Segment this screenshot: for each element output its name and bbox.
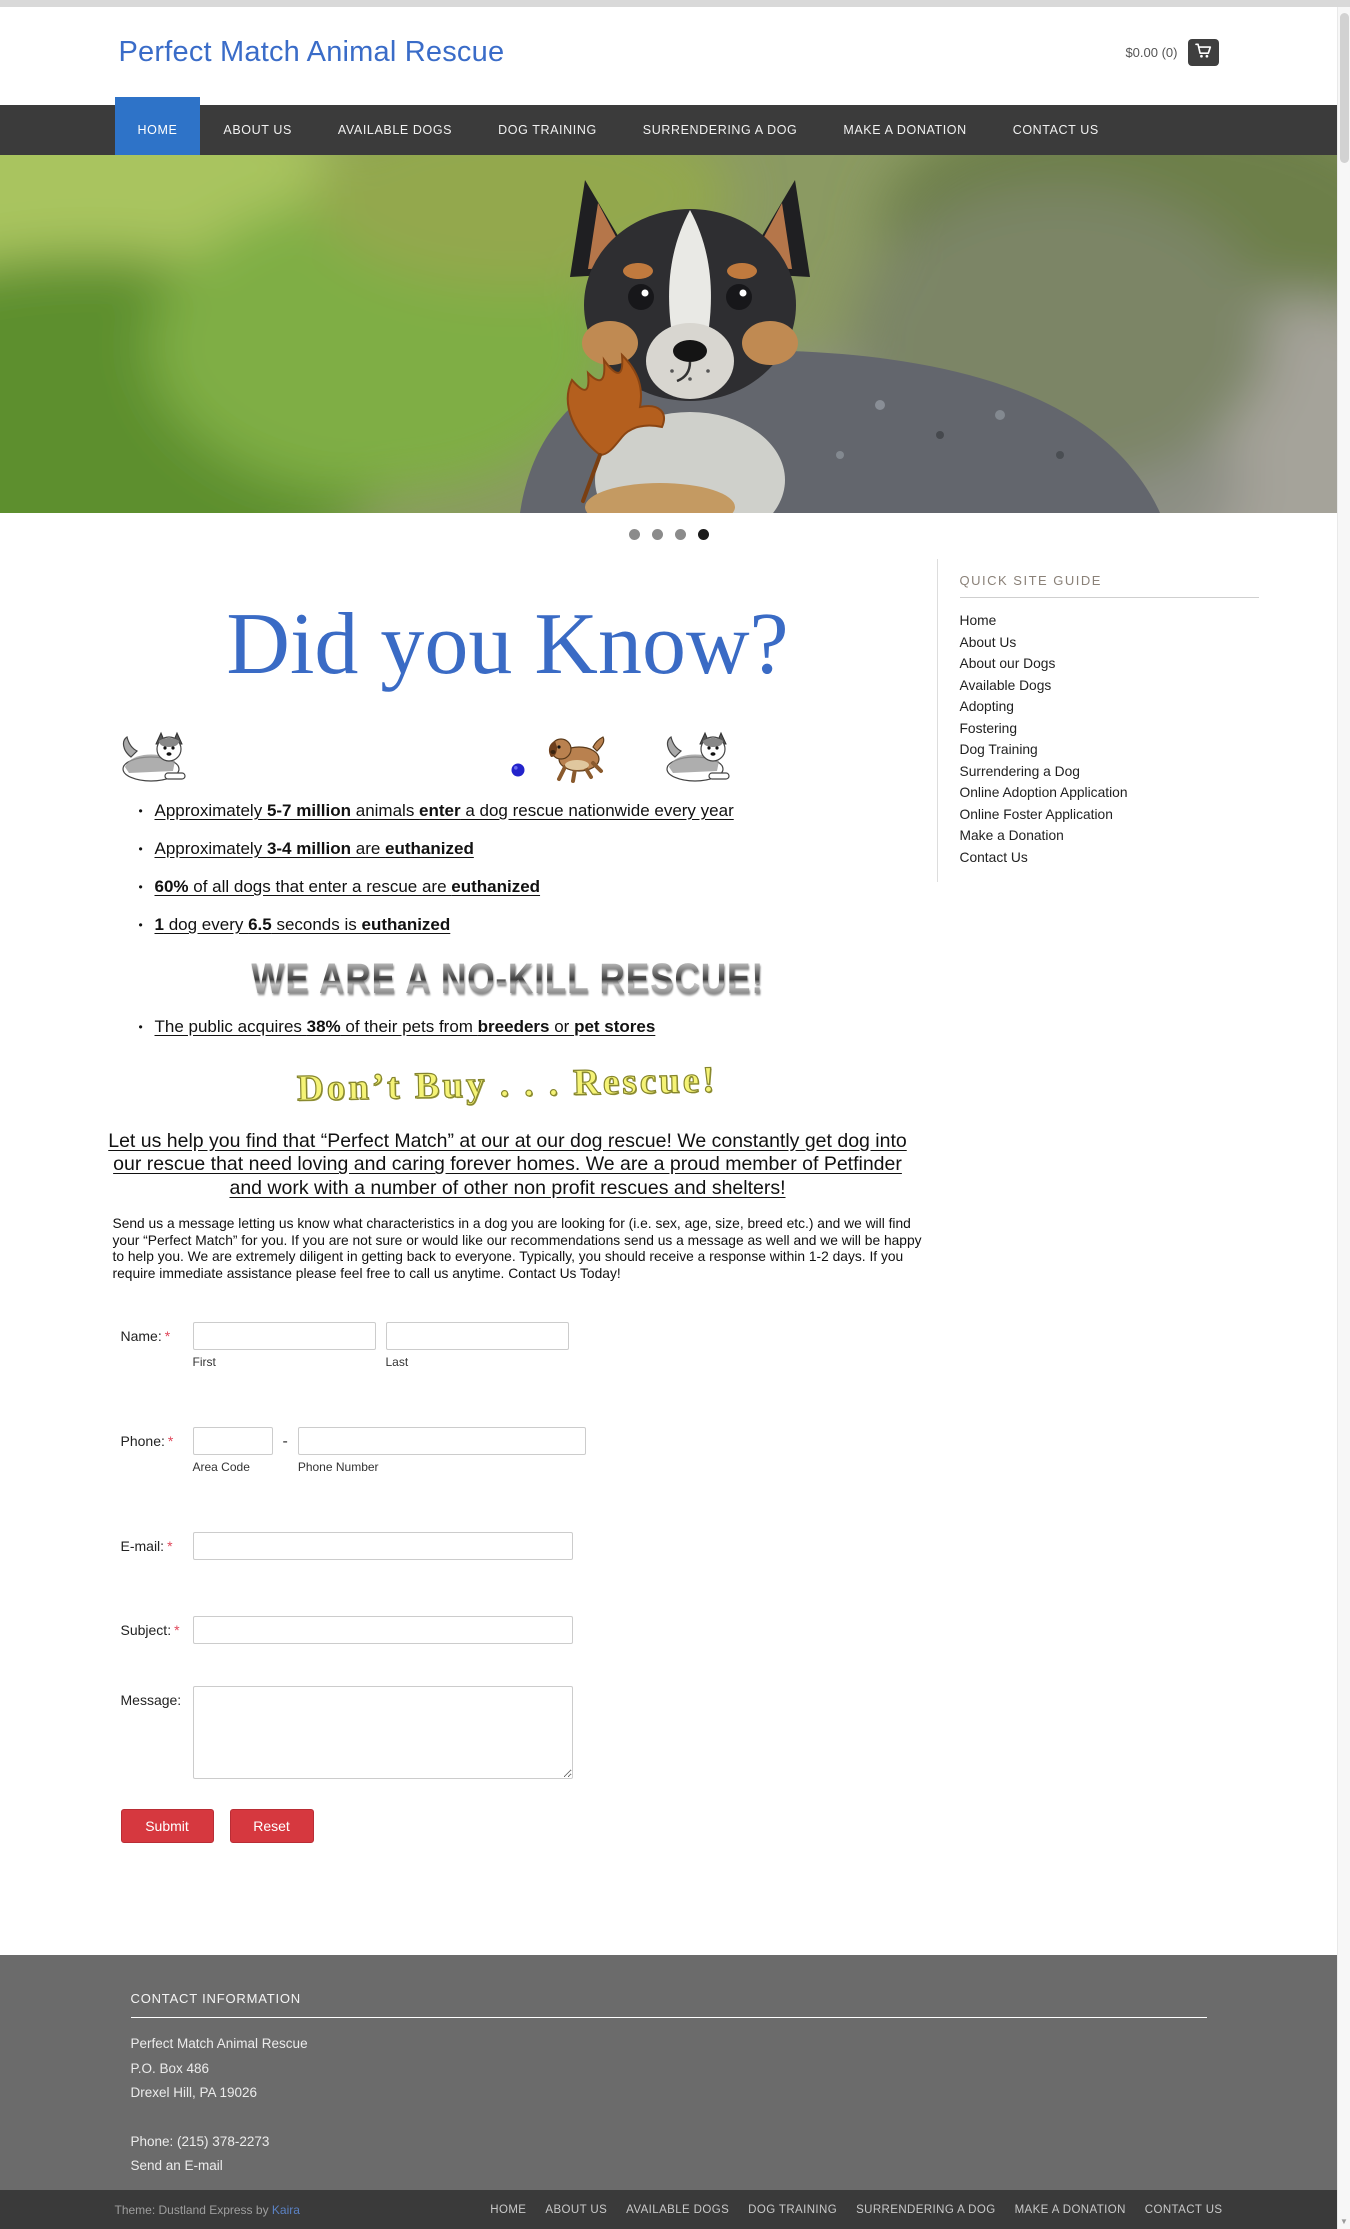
sidebar-item-home[interactable]: Home	[959, 613, 997, 628]
phone-number-sublabel: Phone Number	[297, 1460, 379, 1475]
fact5-list	[79, 1016, 937, 1037]
hero-carousel-slide	[0, 155, 1337, 513]
husky-clipart-left	[119, 723, 191, 788]
theme-credit: Theme: Dustland Express by Kaira	[114, 2202, 300, 2217]
reset-button[interactable]: Reset	[230, 1809, 314, 1843]
last-sublabel: Last	[385, 1355, 409, 1370]
sidebar-item	[960, 847, 1259, 869]
footer-org: Perfect Match Animal Rescue	[130, 2036, 308, 2051]
email-row	[121, 1532, 937, 1560]
sidebar-item	[960, 675, 1259, 697]
browser-top-strip	[0, 0, 1350, 7]
site-footer	[0, 1955, 1337, 2190]
bottom-bar	[0, 2190, 1337, 2229]
nav-link[interactable]: DOG TRAINING	[498, 123, 597, 137]
scrollbar-thumb[interactable]	[1340, 13, 1349, 163]
lead-paragraph: Let us help you find that “Perfect Match” at our at our dog rescue! We constantly get dog into our rescue that need loving and caring forever homes. We are a proud member of Petfinder and work with a number of other non profit rescues and shelters!	[108, 1129, 907, 1199]
area-code-sublabel: Area Code	[192, 1460, 250, 1475]
sidebar-item-about-us[interactable]: About Us	[959, 634, 1017, 650]
first-sublabel: First	[192, 1355, 216, 1370]
fact-item: • 1 dog every 6.5 seconds is euthanized	[155, 914, 937, 935]
dont-buy-banner: Don’t Buy . . . Rescue!	[296, 1059, 719, 1110]
sidebar-item	[960, 696, 1259, 718]
sidebar-item-adopting[interactable]: Adopting	[959, 699, 1014, 714]
message-label: Message:	[120, 1692, 182, 1709]
sidebar-item-online-foster-application[interactable]: Online Foster Application	[959, 806, 1113, 822]
sidebar-divider	[960, 597, 1259, 598]
footer-phone: Phone: (215) 378-2273	[130, 2133, 270, 2149]
area-code-input[interactable]	[193, 1427, 273, 1455]
subject-label: Subject: *	[120, 1622, 180, 1639]
nav-link[interactable]: SURRENDERING A DOG	[642, 123, 798, 137]
puppy-clipart	[547, 731, 609, 788]
bottom-nav-item-about-us[interactable]: ABOUT US	[545, 2203, 608, 2216]
cart-area	[1125, 39, 1218, 66]
phone-row	[121, 1427, 937, 1474]
site-header	[0, 7, 1337, 97]
sidebar-item-about-our-dogs[interactable]: About our Dogs	[959, 656, 1056, 671]
nav-item-contact-us[interactable]	[990, 105, 1122, 155]
nav-item-make-a-donation[interactable]	[820, 105, 989, 155]
sidebar-title: QUICK SITE GUIDE	[959, 573, 1102, 588]
no-kill-banner: WE ARE A NO-KILL RESCUE!	[251, 954, 764, 1003]
carousel-dot-2[interactable]	[652, 529, 663, 540]
phone-number-input[interactable]	[298, 1427, 586, 1455]
hero-dog-photo	[0, 155, 1337, 513]
sidebar-item	[960, 825, 1259, 847]
required-asterisk: *	[167, 1538, 173, 1555]
required-asterisk: *	[164, 1328, 171, 1345]
subject-input[interactable]	[193, 1616, 573, 1644]
facts-list	[79, 800, 937, 935]
sidebar-item	[960, 739, 1259, 761]
subject-row	[121, 1616, 937, 1644]
last-name-input[interactable]	[386, 1322, 569, 1350]
sidebar-list	[960, 610, 1259, 868]
bottom-nav-item-contact-us[interactable]: CONTACT US	[1144, 2203, 1223, 2216]
sidebar-item-online-adoption-application[interactable]: Online Adoption Application	[959, 785, 1128, 800]
main-content	[79, 555, 937, 1948]
footer-address-line2: Drexel Hill, PA 19026	[130, 2085, 258, 2100]
cart-total: $0.00 (0)	[1125, 44, 1178, 60]
fact-item: • The public acquires 38% of their pets from breeders or pet stores	[155, 1016, 937, 1037]
nav-item-about-us[interactable]	[200, 105, 314, 155]
sidebar-item	[960, 653, 1259, 675]
required-asterisk: *	[167, 1433, 174, 1450]
sidebar-item-contact-us[interactable]: Contact Us	[959, 849, 1028, 865]
main-nav-list	[115, 97, 1223, 155]
carousel-dot-4[interactable]	[698, 529, 709, 540]
fact-item: • Approximately 3-4 million are euthanized	[155, 838, 937, 859]
sidebar-item-surrendering-a-dog[interactable]: Surrendering a Dog	[959, 763, 1080, 779]
email-input[interactable]	[193, 1532, 573, 1560]
fact-item: • 60% of all dogs that enter a rescue are euthanized	[155, 876, 937, 897]
nav-item-dog-training[interactable]	[475, 105, 620, 155]
bottom-nav	[490, 2204, 1222, 2216]
fact-item: • Approximately 5-7 million animals enter a dog rescue nationwide every year	[155, 800, 937, 821]
ball-icon	[511, 763, 525, 782]
nav-item-home[interactable]	[115, 97, 201, 155]
cart-icon	[1195, 43, 1212, 61]
message-textarea[interactable]	[193, 1686, 573, 1779]
bottom-nav-item-surrendering-a-dog[interactable]: SURRENDERING A DOG	[856, 2203, 996, 2216]
did-you-know-heading: Did you Know?	[226, 596, 789, 693]
footer-heading: CONTACT INFORMATION	[130, 1991, 301, 2006]
first-name-input[interactable]	[193, 1322, 376, 1350]
main-nav	[0, 97, 1337, 155]
sidebar-item-dog-training[interactable]: Dog Training	[959, 742, 1038, 757]
bottom-nav-item-dog-training[interactable]: DOG TRAINING	[748, 2203, 838, 2216]
theme-credit-link[interactable]: Kaira	[271, 2202, 300, 2217]
contact-form	[121, 1322, 937, 1843]
send-email-link[interactable]: Send an E-mail	[130, 2158, 223, 2173]
sidebar-item-fostering[interactable]: Fostering	[959, 720, 1018, 736]
sidebar-item-available-dogs[interactable]: Available Dogs	[959, 677, 1052, 693]
cart-button[interactable]	[1188, 39, 1219, 66]
sidebar-item	[960, 761, 1259, 783]
carousel-dot-3[interactable]	[675, 529, 686, 540]
sidebar-item	[960, 804, 1259, 826]
scrollbar-track[interactable]	[1337, 7, 1350, 2229]
sidebar-item	[960, 782, 1259, 804]
sidebar-item	[960, 610, 1259, 632]
footer-address-line1: P.O. Box 486	[130, 2060, 210, 2076]
nav-link[interactable]: MAKE A DONATION	[843, 123, 967, 137]
bottom-nav-item-available-dogs[interactable]: AVAILABLE DOGS	[626, 2203, 730, 2216]
required-asterisk: *	[174, 1622, 180, 1639]
phone-label: Phone: *	[120, 1433, 174, 1450]
site-title[interactable]: Perfect Match Animal Rescue	[118, 35, 505, 68]
name-label: Name: *	[120, 1328, 171, 1345]
nav-item-available-dogs[interactable]	[315, 105, 475, 155]
nav-link[interactable]: CONTACT US	[1012, 123, 1099, 137]
sidebar-item	[960, 718, 1259, 740]
footer-divider	[131, 2017, 1207, 2018]
phone-separator: -	[282, 1433, 288, 1451]
nav-link[interactable]: ABOUT US	[223, 123, 292, 137]
name-row	[121, 1322, 937, 1369]
bottom-nav-item-make-a-donation[interactable]: MAKE A DONATION	[1014, 2203, 1126, 2216]
nav-item-surrendering-a-dog[interactable]	[620, 105, 821, 155]
sidebar	[937, 559, 1259, 882]
carousel-dots	[0, 513, 1337, 555]
husky-clipart-right	[663, 723, 735, 788]
nav-link[interactable]: AVAILABLE DOGS	[337, 123, 453, 137]
carousel-dot-1[interactable]	[629, 529, 640, 540]
body-paragraph: Send us a message letting us know what characteristics in a dog you are looking for (i.e. sex, age, size, breed etc.) and we will find your “Perfect Match” for you. If you are not sure or would like our recommendations send us a message as well and we will be happy to help you. We are extremely diligent in getting back to everyone. Typically, you should receive a response within 1-2 days. If you require immediate assistance please feel free to call us anytime. Contact Us Today!	[112, 1216, 922, 1281]
message-row	[121, 1686, 937, 1779]
dog-cliparts-row	[79, 716, 937, 788]
nav-link[interactable]: HOME	[115, 97, 201, 155]
scrollbar-down-arrow[interactable]: ▼	[1340, 2217, 1348, 2226]
bottom-nav-item-home[interactable]: HOME	[490, 2203, 527, 2216]
submit-button[interactable]: Submit	[121, 1809, 214, 1843]
sidebar-item-make-a-donation[interactable]: Make a Donation	[959, 828, 1064, 843]
sidebar-item	[960, 632, 1259, 654]
email-label: E-mail: *	[120, 1538, 173, 1555]
